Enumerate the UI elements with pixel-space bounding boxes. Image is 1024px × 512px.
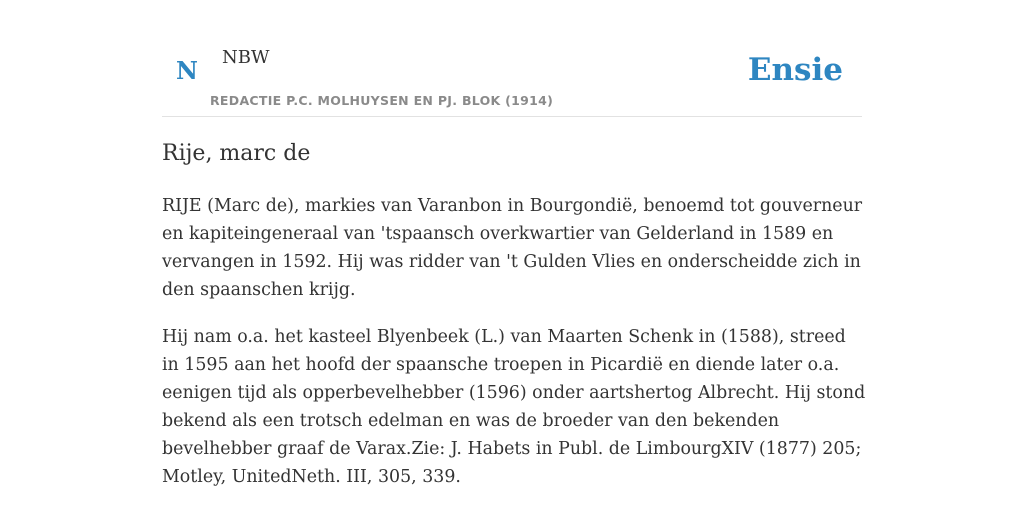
source-logo[interactable]: N [176,56,198,85]
article-paragraph: Hij nam o.a. het kasteel Blyenbeek (L.) van Maarten Schenk in (1588), streed in 1595 aan het hoofd der spaansche troepen in Picardië en diende later o.a. eenigen tijd als opperbevelhebber (1596) onder aartshertog Albrecht. Hij stond bekend als een trotsch edelman en was de broeder van den bekenden bevelhebber graaf de Varax.Zie: J. Habets in Publ. de LimbourgXIV (1877) 205; Motley, UnitedNeth. III, 305, 339. [162,327,866,487]
ensie-logo-link[interactable]: Ensie [747,52,843,88]
article-paragraph: RIJE (Marc de), markies van Varanbon in Bourgondië, benoemd tot gouverneur en kapiteingeneraal van 'tspaansch overkwartier van Gelderland in 1589 en vervangen in 1592. Hij was ridder van 't Gulden Vlies en onderscheidde zich in den spaanschen krijg. [162,196,863,300]
article-title: Rije, marc de [162,141,311,166]
article-body [162,192,867,510]
source-subtitle: REDACTIE P.C. MOLHUYSEN EN PJ. BLOK (1914) [210,93,554,108]
source-title[interactable]: NBW [222,47,270,68]
page-header [162,0,862,117]
